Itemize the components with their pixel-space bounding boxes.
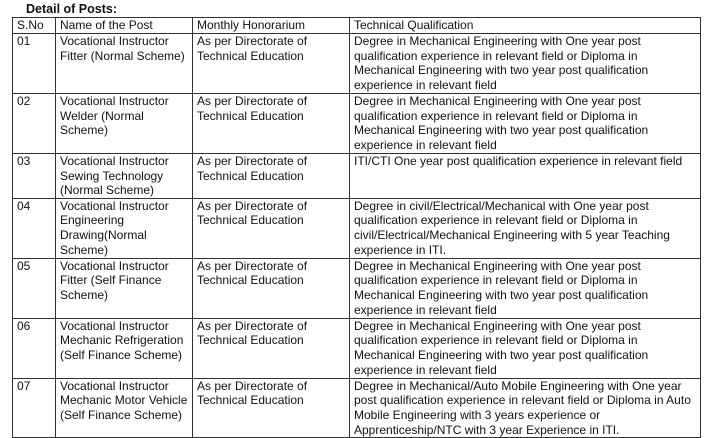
header-sno: S.No xyxy=(13,18,56,34)
table-row xyxy=(13,378,701,437)
cell-qualification: ITI/CTI One year post qualification experience in relevant field xyxy=(350,154,701,199)
cell-qualification: Degree in Mechanical Engineering with One year post qualification experience in relevant field or Diploma in Mechanical Engineering with two year post qualification experience in relevant field xyxy=(350,94,701,154)
cell-sno: 01 xyxy=(13,34,56,94)
cell-honorarium: As per Directorate of Technical Education xyxy=(193,154,350,199)
cell-honorarium: As per Directorate of Technical Education xyxy=(193,34,350,94)
table-row xyxy=(13,154,701,199)
cell-post: Vocational Instructor Mechanic Refrigeration (Self Finance Scheme) xyxy=(56,318,193,378)
cell-sno: 02 xyxy=(13,94,56,154)
cell-post: Vocational Instructor Fitter (Self Finance Scheme) xyxy=(56,258,193,318)
table-row xyxy=(13,198,701,258)
header-honorarium: Monthly Honorarium xyxy=(193,18,350,34)
table-row xyxy=(13,318,701,378)
table-row xyxy=(13,34,701,94)
cell-qualification: Degree in Mechanical Engineering with One year post qualification experience in relevant field or Diploma in Mechanical Engineering with two year post qualification experience in relevant field xyxy=(350,318,701,378)
cell-sno: 05 xyxy=(13,258,56,318)
cell-post: Vocational Instructor Engineering Drawing(Normal Scheme) xyxy=(56,198,193,258)
cell-post: Vocational Instructor Sewing Technology (Normal Scheme) xyxy=(56,154,193,199)
header-post: Name of the Post xyxy=(56,18,193,34)
cell-qualification: Degree in Mechanical/Auto Mobile Engineering with One year post qualification experience in relevant field or Diploma in Auto Mobile Engineering with 3 years experience or Apprenticeship/NTC with 3 year Experience in ITI. xyxy=(350,378,701,437)
cell-qualification: Degree in civil/Electrical/Mechanical with One year post qualification experience in relevant field or Diploma in civil/Electrical/Mechanical Engineering with 5 year Teaching experience in ITI. xyxy=(350,198,701,258)
cell-sno: 06 xyxy=(13,318,56,378)
cell-honorarium: As per Directorate of Technical Education xyxy=(193,94,350,154)
header-qualification: Technical Qualification xyxy=(350,18,701,34)
cell-sno: 04 xyxy=(13,198,56,258)
table-header-row xyxy=(13,18,701,34)
cell-honorarium: As per Directorate of Technical Education xyxy=(193,318,350,378)
cell-qualification: Degree in Mechanical Engineering with One year post qualification experience in relevant field or Diploma in Mechanical Engineering with two year post qualification experience in relevant field xyxy=(350,34,701,94)
cell-honorarium: As per Directorate of Technical Education xyxy=(193,258,350,318)
table-row xyxy=(13,258,701,318)
cell-post: Vocational Instructor Mechanic Motor Vehicle (Self Finance Scheme) xyxy=(56,378,193,437)
cell-post: Vocational Instructor Fitter (Normal Scheme) xyxy=(56,34,193,94)
section-title: Detail of Posts: xyxy=(26,2,117,16)
posts-table xyxy=(12,17,701,438)
cell-sno: 07 xyxy=(13,378,56,437)
table-row xyxy=(13,94,701,154)
cell-honorarium: As per Directorate of Technical Education xyxy=(193,198,350,258)
cell-post: Vocational Instructor Welder (Normal Scheme) xyxy=(56,94,193,154)
cell-honorarium: As per Directorate of Technical Education xyxy=(193,378,350,437)
cell-sno: 03 xyxy=(13,154,56,199)
cell-qualification: Degree in Mechanical Engineering with One year post qualification experience in relevant field or Diploma in Mechanical Engineering with two year post qualification experience in relevant field xyxy=(350,258,701,318)
